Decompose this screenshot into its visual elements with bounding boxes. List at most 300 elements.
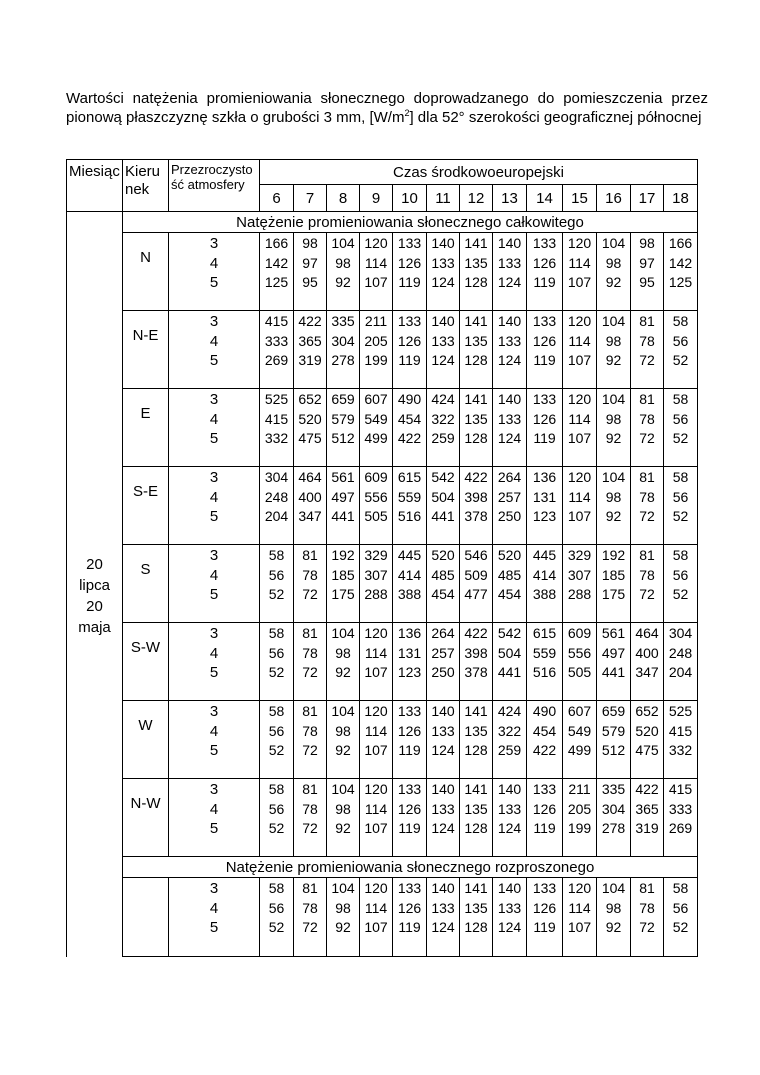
radiation-value: 107	[567, 352, 592, 368]
radiation-value: 52	[672, 586, 689, 602]
radiation-value: 78	[639, 899, 655, 916]
radiation-value: 329	[567, 547, 592, 563]
header-hour: 13	[493, 185, 527, 212]
radiation-value: 257	[431, 644, 455, 661]
radiation-value: 58	[672, 469, 689, 485]
radiation-value: 95	[302, 274, 318, 290]
value-cell	[597, 878, 631, 957]
radiation-value: 322	[431, 410, 455, 427]
header-month: Miesiąc	[67, 160, 123, 212]
radiation-value: 133	[397, 781, 422, 797]
direction-cell: S	[123, 545, 169, 623]
radiation-value: 124	[497, 820, 522, 836]
value-cell	[260, 467, 294, 545]
month-label-line: lipca	[79, 577, 110, 595]
radiation-value: 98	[302, 235, 318, 251]
radiation-value: 512	[601, 742, 626, 758]
transparency-value: 3	[209, 391, 219, 408]
radiation-value: 126	[397, 899, 422, 916]
radiation-value: 81	[639, 469, 655, 485]
radiation-value: 211	[364, 313, 388, 329]
radiation-value: 78	[639, 566, 655, 583]
radiation-value: 559	[532, 644, 557, 661]
radiation-value: 120	[364, 235, 388, 251]
radiation-value: 140	[497, 391, 522, 407]
radiation-value: 497	[331, 488, 355, 505]
radiation-value: 119	[533, 352, 556, 368]
radiation-value: 415	[668, 722, 693, 739]
radiation-value: 104	[601, 880, 626, 896]
value-cell	[327, 467, 360, 545]
transparency-value: 4	[209, 644, 219, 662]
radiation-value: 520	[431, 547, 455, 563]
radiation-value: 133	[397, 880, 422, 896]
radiation-value: 72	[639, 508, 655, 524]
radiation-value: 400	[635, 644, 659, 661]
radiation-value: 98	[335, 254, 351, 271]
radiation-value: 58	[268, 625, 285, 641]
radiation-value: 509	[464, 566, 488, 583]
value-cell	[460, 467, 493, 545]
radiation-value: 278	[601, 820, 626, 836]
value-cell	[460, 623, 493, 701]
transparency-cell	[169, 701, 260, 779]
radiation-value: 259	[431, 430, 455, 446]
radiation-value: 114	[364, 899, 388, 916]
value-cell	[664, 701, 698, 779]
value-cell	[327, 701, 360, 779]
value-cell	[393, 779, 427, 857]
radiation-value: 520	[497, 547, 522, 563]
radiation-value: 78	[302, 566, 318, 583]
transparency-value: 5	[209, 352, 219, 369]
value-cell	[631, 389, 664, 467]
radiation-value: 81	[302, 880, 318, 896]
radiation-value: 204	[264, 508, 289, 524]
radiation-value: 78	[302, 800, 318, 817]
header-row	[67, 160, 698, 185]
radiation-value: 124	[497, 430, 522, 446]
value-cell	[360, 467, 393, 545]
value-cell	[460, 233, 493, 311]
radiation-value: 609	[364, 469, 388, 485]
radiation-value: 559	[397, 488, 422, 505]
band-row	[67, 857, 698, 878]
value-cell	[393, 623, 427, 701]
radiation-value: 304	[264, 469, 289, 485]
radiation-value: 415	[668, 781, 693, 797]
radiation-value: 454	[397, 410, 422, 427]
transparency-value: 5	[209, 742, 219, 759]
value-cell	[327, 389, 360, 467]
radiation-value: 497	[601, 644, 626, 661]
transparency-value: 3	[209, 880, 219, 897]
radiation-value: 542	[431, 469, 455, 485]
radiation-value: 652	[635, 703, 659, 719]
value-cell	[393, 233, 427, 311]
value-cell	[294, 701, 327, 779]
radiation-value: 56	[268, 800, 285, 817]
month-label-line: 20	[86, 598, 103, 616]
value-cell	[294, 311, 327, 389]
radiation-value: 133	[497, 254, 522, 271]
radiation-value: 140	[497, 235, 522, 251]
radiation-value: 81	[302, 703, 318, 719]
radiation-value: 58	[268, 547, 285, 563]
header-time: Czas środkowoeuropejski	[260, 160, 698, 185]
radiation-value: 56	[672, 488, 689, 505]
radiation-value: 107	[567, 274, 592, 290]
radiation-value: 365	[298, 332, 322, 349]
value-cell	[563, 233, 597, 311]
radiation-value: 128	[464, 430, 488, 446]
radiation-value: 119	[398, 274, 421, 290]
radiation-value: 114	[568, 254, 591, 271]
header-direction-text: Kierunek	[125, 163, 161, 198]
radiation-value: 205	[567, 800, 592, 817]
radiation-value: 304	[668, 625, 693, 641]
radiation-value: 124	[431, 919, 455, 935]
value-cell	[360, 623, 393, 701]
transparency-value: 3	[209, 781, 219, 798]
value-cell	[664, 779, 698, 857]
value-cell	[527, 311, 563, 389]
radiation-value: 114	[364, 254, 388, 271]
radiation-value: 499	[567, 742, 592, 758]
value-cell	[327, 311, 360, 389]
radiation-value: 120	[567, 391, 592, 407]
solar-radiation-table	[66, 159, 698, 957]
radiation-value: 120	[364, 625, 388, 641]
value-cell	[631, 311, 664, 389]
radiation-value: 166	[668, 235, 693, 251]
value-cell	[393, 545, 427, 623]
radiation-value: 56	[672, 410, 689, 427]
radiation-value: 441	[331, 508, 355, 524]
transparency-value: 3	[209, 547, 219, 564]
value-cell	[360, 701, 393, 779]
radiation-value: 520	[635, 722, 659, 739]
value-cell	[664, 389, 698, 467]
radiation-value: 107	[364, 742, 388, 758]
radiation-value: 388	[532, 586, 557, 602]
table-row	[67, 545, 698, 623]
header-hour: 17	[631, 185, 664, 212]
month-label-line: 20	[86, 556, 103, 574]
header-hour: 7	[294, 185, 327, 212]
value-cell	[427, 701, 460, 779]
radiation-value: 269	[668, 820, 693, 836]
value-cell	[260, 878, 294, 957]
transparency-value: 4	[209, 254, 219, 272]
radiation-value: 126	[397, 254, 422, 271]
value-cell	[664, 878, 698, 957]
radiation-value: 123	[397, 664, 422, 680]
radiation-value: 120	[364, 781, 388, 797]
radiation-value: 135	[464, 254, 488, 271]
value-cell	[427, 311, 460, 389]
transparency-cell	[169, 545, 260, 623]
value-cell	[393, 878, 427, 957]
radiation-value: 56	[672, 566, 689, 583]
radiation-value: 135	[464, 722, 488, 739]
radiation-value: 128	[464, 274, 488, 290]
value-cell	[294, 878, 327, 957]
radiation-value: 445	[532, 547, 557, 563]
transparency-value: 5	[209, 820, 219, 837]
radiation-value: 72	[302, 919, 318, 935]
value-cell	[360, 233, 393, 311]
direction-cell: N-E	[123, 311, 169, 389]
radiation-value: 52	[268, 919, 285, 935]
transparency-value: 4	[209, 332, 219, 350]
value-cell	[327, 233, 360, 311]
value-cell	[527, 467, 563, 545]
radiation-value: 652	[298, 391, 322, 407]
radiation-value: 104	[601, 469, 626, 485]
radiation-value: 56	[268, 899, 285, 916]
radiation-value: 398	[464, 644, 488, 661]
value-cell	[563, 878, 597, 957]
radiation-value: 126	[532, 410, 557, 427]
radiation-value: 135	[464, 332, 488, 349]
radiation-value: 140	[431, 781, 455, 797]
value-cell	[294, 623, 327, 701]
radiation-value: 56	[672, 899, 689, 916]
radiation-value: 72	[302, 664, 318, 680]
radiation-value: 92	[335, 820, 351, 836]
radiation-value: 58	[672, 313, 689, 329]
transparency-cell	[169, 878, 260, 957]
radiation-value: 615	[532, 625, 557, 641]
caption-text: Wartości natężenia promieniowania słonecznego doprowadzanego do pomieszczenia przez pionową płaszczyznę szkła o grubości 3 mm, [W/m	[66, 90, 708, 126]
value-cell	[493, 467, 527, 545]
radiation-value: 104	[331, 235, 355, 251]
radiation-value: 248	[264, 488, 289, 505]
radiation-value: 464	[635, 625, 659, 641]
radiation-value: 133	[397, 703, 422, 719]
radiation-value: 329	[364, 547, 388, 563]
radiation-value: 72	[302, 742, 318, 758]
radiation-value: 135	[464, 410, 488, 427]
direction-cell	[123, 878, 169, 957]
radiation-value: 142	[264, 254, 289, 271]
transparency-value: 5	[209, 430, 219, 447]
radiation-value: 52	[672, 430, 689, 446]
transparency-value: 5	[209, 664, 219, 681]
radiation-value: 56	[268, 644, 285, 661]
radiation-value: 133	[431, 899, 455, 916]
radiation-value: 125	[264, 274, 289, 290]
value-cell	[631, 233, 664, 311]
radiation-value: 378	[464, 664, 488, 680]
radiation-value: 415	[264, 410, 289, 427]
radiation-value: 141	[464, 313, 488, 329]
radiation-value: 141	[464, 781, 488, 797]
radiation-value: 415	[264, 313, 289, 329]
radiation-value: 114	[364, 644, 388, 661]
radiation-value: 52	[672, 352, 689, 368]
radiation-value: 81	[639, 880, 655, 896]
radiation-value: 104	[331, 625, 355, 641]
radiation-value: 128	[464, 919, 488, 935]
value-cell	[493, 878, 527, 957]
radiation-value: 56	[268, 722, 285, 739]
radiation-value: 119	[533, 430, 556, 446]
radiation-value: 464	[298, 469, 322, 485]
radiation-value: 505	[364, 508, 388, 524]
transparency-cell	[169, 467, 260, 545]
value-cell	[260, 701, 294, 779]
radiation-value: 123	[532, 508, 557, 524]
radiation-value: 398	[464, 488, 488, 505]
radiation-value: 422	[298, 313, 322, 329]
value-cell	[631, 623, 664, 701]
value-cell	[360, 389, 393, 467]
transparency-value: 4	[209, 722, 219, 740]
radiation-value: 332	[264, 430, 289, 446]
radiation-value: 424	[497, 703, 522, 719]
radiation-value: 414	[532, 566, 557, 583]
header-hour: 14	[527, 185, 563, 212]
radiation-value: 133	[532, 235, 557, 251]
value-cell	[664, 233, 698, 311]
radiation-value: 141	[464, 880, 488, 896]
value-cell	[597, 623, 631, 701]
radiation-value: 322	[497, 722, 522, 739]
value-cell	[260, 623, 294, 701]
radiation-value: 140	[431, 703, 455, 719]
value-cell	[493, 779, 527, 857]
radiation-value: 52	[268, 586, 285, 602]
radiation-value: 81	[302, 781, 318, 797]
radiation-value: 136	[532, 469, 557, 485]
radiation-value: 56	[268, 566, 285, 583]
radiation-value: 133	[431, 800, 455, 817]
radiation-value: 490	[532, 703, 557, 719]
radiation-value: 97	[302, 254, 318, 271]
radiation-value: 414	[397, 566, 422, 583]
radiation-value: 365	[635, 800, 659, 817]
value-cell	[360, 779, 393, 857]
radiation-value: 135	[464, 800, 488, 817]
transparency-value: 3	[209, 469, 219, 486]
radiation-value: 124	[431, 820, 455, 836]
radiation-value: 125	[668, 274, 693, 290]
value-cell	[393, 467, 427, 545]
radiation-value: 92	[605, 274, 622, 290]
radiation-value: 454	[431, 586, 455, 602]
radiation-value: 119	[533, 820, 556, 836]
radiation-value: 319	[298, 352, 322, 368]
radiation-value: 185	[601, 566, 626, 583]
radiation-value: 126	[397, 722, 422, 739]
radiation-value: 120	[567, 469, 592, 485]
radiation-value: 131	[532, 488, 557, 505]
radiation-value: 609	[567, 625, 592, 641]
header-hour: 10	[393, 185, 427, 212]
radiation-value: 128	[464, 352, 488, 368]
radiation-value: 504	[431, 488, 455, 505]
value-cell	[597, 779, 631, 857]
radiation-value: 119	[398, 742, 421, 758]
value-cell	[427, 623, 460, 701]
value-cell	[393, 311, 427, 389]
radiation-value: 107	[364, 274, 388, 290]
radiation-value: 95	[639, 274, 655, 290]
radiation-value: 400	[298, 488, 322, 505]
radiation-value: 104	[601, 391, 626, 407]
header-hour: 15	[563, 185, 597, 212]
value-cell	[631, 779, 664, 857]
radiation-value: 124	[497, 274, 522, 290]
transparency-value: 5	[209, 586, 219, 603]
value-cell	[563, 467, 597, 545]
value-cell	[597, 467, 631, 545]
radiation-value: 556	[567, 644, 592, 661]
radiation-value: 81	[639, 547, 655, 563]
header-hour: 6	[260, 185, 294, 212]
radiation-value: 136	[397, 625, 422, 641]
radiation-value: 107	[567, 919, 592, 935]
radiation-value: 133	[431, 332, 455, 349]
value-cell	[664, 623, 698, 701]
value-cell	[427, 389, 460, 467]
radiation-value: 114	[568, 332, 591, 349]
radiation-value: 549	[364, 410, 388, 427]
radiation-value: 58	[672, 547, 689, 563]
radiation-value: 549	[567, 722, 592, 739]
radiation-value: 304	[331, 332, 355, 349]
radiation-value: 133	[431, 254, 455, 271]
value-cell	[631, 467, 664, 545]
radiation-value: 114	[568, 488, 591, 505]
radiation-value: 441	[601, 664, 626, 680]
radiation-value: 192	[331, 547, 355, 563]
radiation-value: 72	[302, 586, 318, 602]
value-cell	[427, 878, 460, 957]
radiation-value: 81	[302, 625, 318, 641]
radiation-value: 288	[567, 586, 592, 602]
radiation-value: 133	[397, 313, 422, 329]
radiation-value: 485	[497, 566, 522, 583]
value-cell	[493, 545, 527, 623]
radiation-value: 58	[268, 781, 285, 797]
transparency-value: 3	[209, 625, 219, 642]
radiation-value: 485	[431, 566, 455, 583]
radiation-value: 81	[639, 391, 655, 407]
radiation-value: 250	[497, 508, 522, 524]
radiation-value: 107	[364, 919, 388, 935]
transparency-value: 4	[209, 899, 219, 917]
value-cell	[460, 878, 493, 957]
radiation-value: 264	[431, 625, 455, 641]
radiation-value: 333	[668, 800, 693, 817]
radiation-value: 556	[364, 488, 388, 505]
radiation-value: 307	[567, 566, 592, 583]
radiation-value: 454	[497, 586, 522, 602]
radiation-value: 141	[464, 391, 488, 407]
radiation-value: 490	[397, 391, 422, 407]
radiation-value: 72	[639, 430, 655, 446]
radiation-value: 319	[635, 820, 659, 836]
table-row	[67, 389, 698, 467]
radiation-value: 72	[302, 820, 318, 836]
radiation-value: 124	[431, 742, 455, 758]
radiation-value: 126	[532, 254, 557, 271]
radiation-value: 475	[298, 430, 322, 446]
radiation-value: 445	[397, 547, 422, 563]
